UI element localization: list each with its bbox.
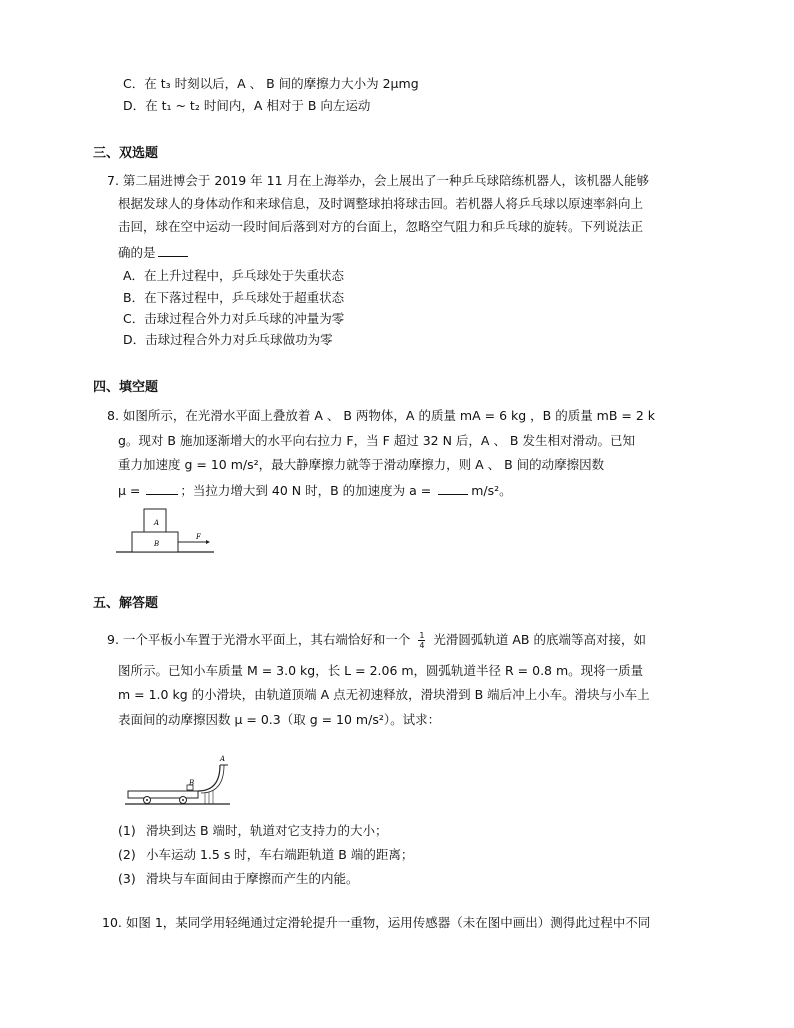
q7-text-line-1: 7. 第二届进博会于 2019 年 11 月在上海举办，会上展出了一种乒乓球陪练机器人，该机器人能够 xyxy=(107,173,650,188)
q9-subquestion-2 xyxy=(118,846,413,864)
subquestion-number: (2) xyxy=(118,847,136,862)
q7-text-line-2: 根据发球人的身体动作和来球信息，及时调整球拍将球击回。若机器人将乒乓球以原速率斜向上 xyxy=(118,196,644,211)
q9-text-line-4: 表面间的动摩擦因数 μ = 0.3（取 g = 10 m/s²）。试求： xyxy=(118,712,441,727)
q6-option-c: C．在 t₃ 时刻以后，A 、 B 间的摩擦力大小为 2μmg xyxy=(123,76,419,91)
q9-text-line-1 xyxy=(107,631,646,650)
subquestion-text: 滑块与车面间由于摩擦而产生的内能。 xyxy=(146,871,359,886)
q7-option-d: D．击球过程合外力对乒乓球做功为零 xyxy=(123,332,333,347)
q9-cart-and-arc-track-figure xyxy=(125,755,235,807)
section-heading-double-choice: 三、双选题 xyxy=(93,146,159,161)
q8-text-line-3: 重力加速度 g = 10 m/s²，最大静摩擦力就等于滑动摩擦力，则 A 、 B 间的动摩擦因数 xyxy=(118,457,605,472)
q8-text-line-1: 8. 如图所示，在光滑水平面上叠放着 A 、 B 两物体，A 的质量 mA = 6 kg ，B 的质量 mB = 2 k xyxy=(107,408,655,423)
q9-quarter-fraction xyxy=(418,631,425,650)
q8-mu-answer-blank[interactable] xyxy=(146,481,178,495)
q9-subquestion-3 xyxy=(118,870,359,888)
q7-option-a: A．在上升过程中，乒乓球处于失重状态 xyxy=(123,268,345,283)
fraction-denominator: 4 xyxy=(419,641,425,650)
q7-option-c: C．击球过程合外力对乒乓球的冲量为零 xyxy=(123,311,345,326)
q7-answer-blank[interactable] xyxy=(158,243,188,257)
q7-option-b: B．在下落过程中，乒乓球处于超重状态 xyxy=(123,290,345,305)
arc-track-outer xyxy=(201,765,224,793)
cart-wheel-left-hub xyxy=(146,799,148,801)
section-heading-fill-blank: 四、填空题 xyxy=(93,380,159,395)
q7-text-line-3: 击回，球在空中运动一段时间后落到对方的台面上，忽略空气阻力和乒乓球的旋转。下列说法正 xyxy=(118,219,644,234)
subquestion-number: (1) xyxy=(118,823,136,838)
q9-text-line-2: 图所示。已知小车质量 M = 3.0 kg，长 L = 2.06 m，圆弧轨道半径 R = 0.8 m。现将一质量 xyxy=(118,663,644,678)
force-label: F xyxy=(196,533,201,541)
q8-accel-unit: m/s²。 xyxy=(471,483,512,498)
q8-mu-label: μ = xyxy=(118,483,141,498)
q8-accel-answer-blank[interactable] xyxy=(438,481,468,495)
q9-line1-part2: 光滑圆弧轨道 AB 的底端等高对接，如 xyxy=(433,632,646,647)
q8-accel-label: ；当拉力增大到 40 N 时，B 的加速度为 a = xyxy=(180,483,432,498)
fraction-numerator: 1 xyxy=(419,631,425,640)
q8-stacked-blocks-figure xyxy=(116,504,216,554)
q8-text-line-2: g。现对 B 施加逐渐增大的水平向右拉力 F，当 F 超过 32 N 后，A 、 B 发生相对滑动。已知 xyxy=(118,433,635,448)
q7-text-line-4 xyxy=(118,243,188,262)
q6-option-d: D．在 t₁ ~ t₂ 时间内，A 相对于 B 向左运动 xyxy=(123,98,371,113)
force-arrow-head xyxy=(206,540,210,544)
point-b-label: B xyxy=(189,779,195,787)
cart-body xyxy=(128,791,198,798)
block-b-label: B xyxy=(154,540,160,548)
q9-text-line-3: m = 1.0 kg 的小滑块，由轨道顶端 A 点无初速释放，滑块滑到 B 端后冲上小车。滑块与小车上 xyxy=(118,687,650,702)
q9-line1-part1: 9. 一个平板小车置于光滑水平面上，其右端恰好和一个 xyxy=(107,632,411,647)
point-a-label: A xyxy=(220,755,226,763)
q9-subquestion-1 xyxy=(118,822,388,840)
section-heading-solve: 五、解答题 xyxy=(93,596,159,611)
cart-wheel-right-hub xyxy=(182,799,184,801)
subquestion-text: 滑块到达 B 端时，轨道对它支持力的大小； xyxy=(146,823,388,838)
block-a-label: A xyxy=(154,519,160,527)
subquestion-text: 小车运动 1.5 s 时，车右端距轨道 B 端的距离； xyxy=(146,847,414,862)
q10-text-line-1: 10. 如图 1，某同学用轻绳通过定滑轮提升一重物，运用传感器（未在图中画出）测得此过程中不同 xyxy=(102,915,651,930)
q8-text-line-4 xyxy=(118,481,512,500)
subquestion-number: (3) xyxy=(118,871,136,886)
q7-question-stem-end: 确的是 xyxy=(118,245,156,260)
